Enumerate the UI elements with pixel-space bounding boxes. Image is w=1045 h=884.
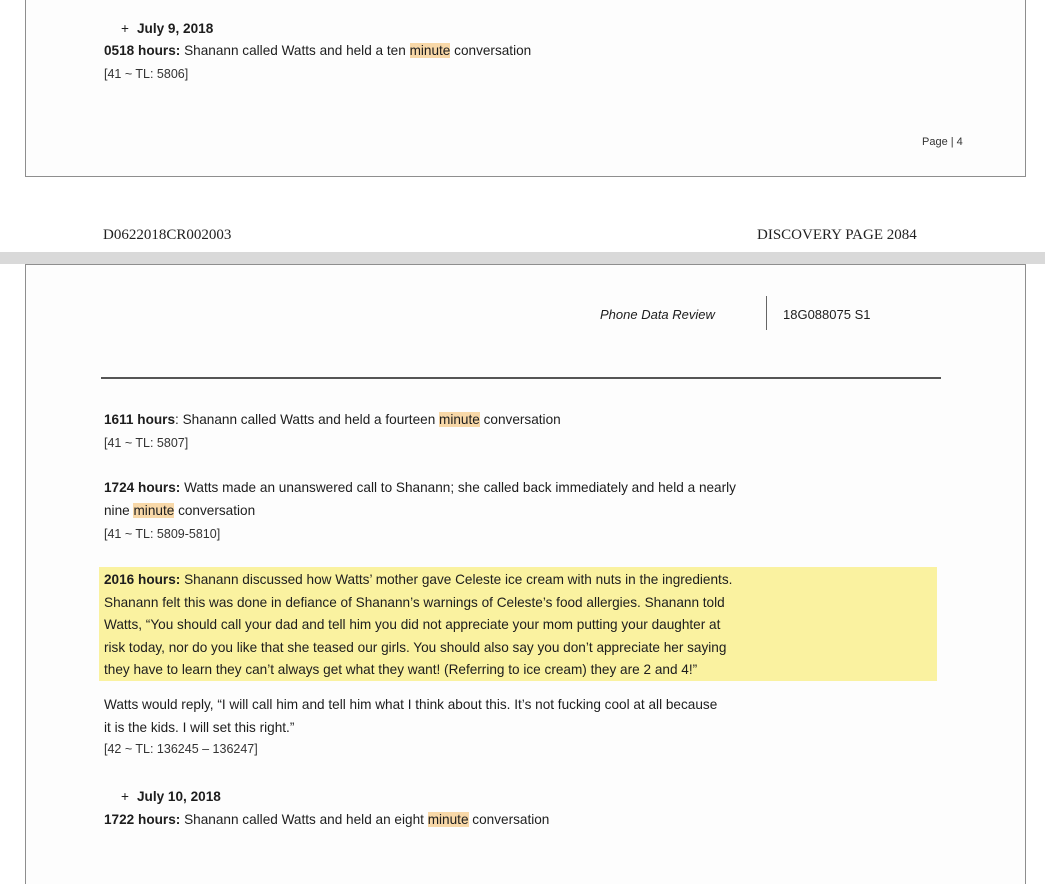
bullet-icon: + [121, 21, 129, 36]
header-rule [101, 377, 941, 379]
log-entry-1722: 1722 hours: Shanann called Watts and held an eight minute conversation [104, 812, 550, 827]
log-entry-2016: 2016 hours: Shanann discussed how Watts’ mother gave Celeste ice cream with nuts in the ingredients. Shanann felt this was done in defiance of Shanann’s warnings of Celeste’s food allergies. Shanann told Watts, “You should call your dad and tell him you did not appreciate your mom putting your daughter at risk today, nor do you like that she teased our girls. You should also say you don’t appreciate her saying they have to learn they can’t always get what they want! (Referring to ice cream) they are 2 and 4!” [104, 572, 733, 678]
log-entry-0518-ref: [41 ~ TL: 5806] [104, 67, 189, 81]
page-number: Page | 4 [922, 136, 963, 148]
log-entry-1724-cont: nine minute conversation [104, 503, 256, 518]
log-entry-1724-ref: [41 ~ TL: 5809-5810] [104, 527, 221, 541]
log-entry-1724: 1724 hours: Watts made an unanswered call to Shanann; she called back immediately and held a nearly [104, 480, 736, 495]
discovery-page-label: DISCOVERY PAGE 2084 [757, 227, 917, 243]
bates-number: D0622018CR002003 [103, 227, 232, 243]
date-heading-july-10: + July 10, 2018 [121, 789, 221, 804]
page-separator [0, 252, 1045, 264]
log-entry-0518: 0518 hours: Shanann called Watts and held a ten minute conversation [104, 43, 532, 58]
watts-reply: Watts would reply, “I will call him and tell him what I think about this. It’s not fucking cool at all because it is the kids. I will set this right.” [104, 697, 718, 735]
log-entry-1611: 1611 hours: Shanann called Watts and held a fourteen minute conversation [104, 412, 561, 427]
case-number: 18G088075 S1 [783, 307, 871, 322]
bullet-icon: + [121, 789, 129, 804]
date-heading-july-9: + July 9, 2018 [121, 21, 214, 36]
log-entry-1611-ref: [41 ~ TL: 5807] [104, 436, 189, 450]
watts-reply-ref: [42 ~ TL: 136245 – 136247] [104, 742, 258, 756]
header-title: Phone Data Review [600, 307, 715, 322]
header-divider [766, 296, 767, 330]
